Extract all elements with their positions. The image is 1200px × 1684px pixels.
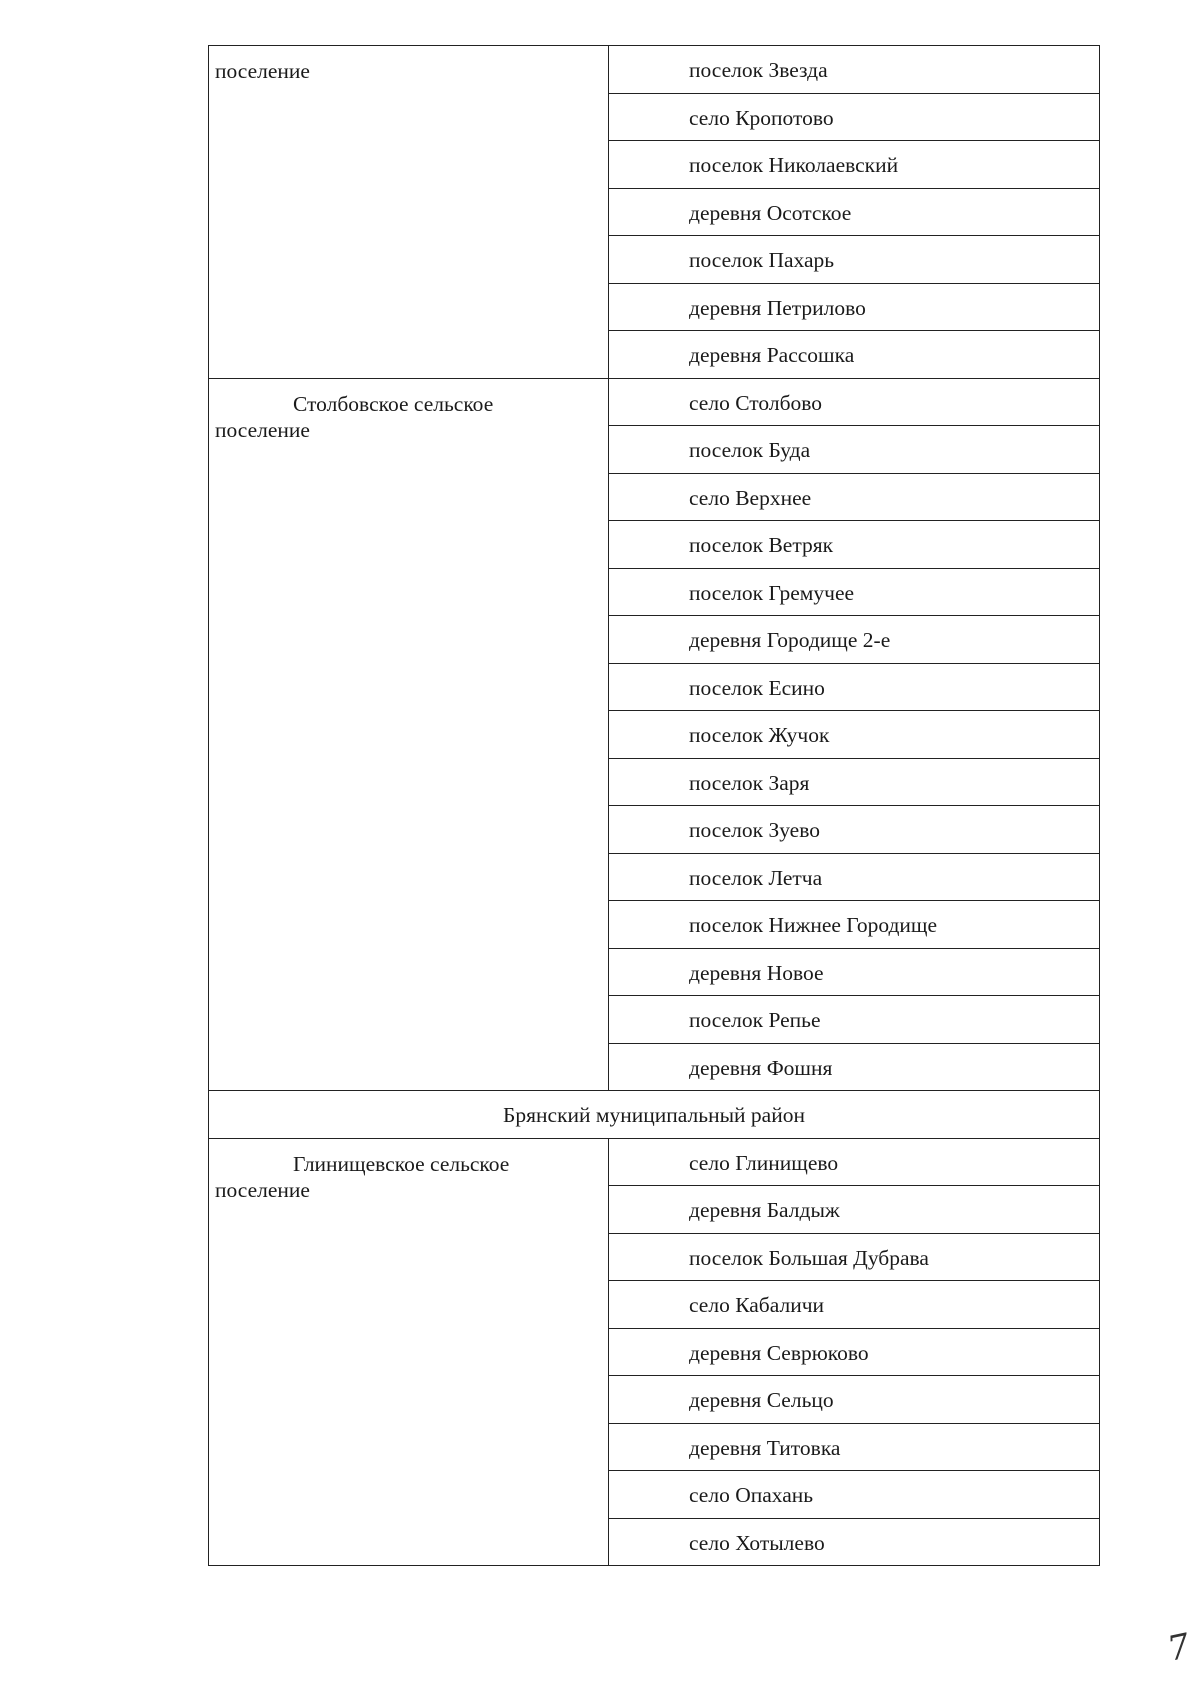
settlement-name: село Кропотово [609,93,1100,141]
table-row [209,46,1100,94]
settlement-name: село Кабаличи [609,1281,1100,1329]
municipality-name-continued: поселение [215,417,310,442]
settlement-name: деревня Петрилово [609,283,1100,331]
municipality-cell [209,1138,609,1566]
district-header: Брянский муниципальный район [209,1091,1100,1139]
settlement-name: деревня Фошня [609,1043,1100,1091]
settlement-name: поселок Николаевский [609,141,1100,189]
settlement-name: деревня Титовка [609,1423,1100,1471]
settlements-table [208,45,1100,1566]
settlement-name: поселок Есино [609,663,1100,711]
settlement-name: поселок Заря [609,758,1100,806]
settlement-name: деревня Балдыж [609,1186,1100,1234]
municipality-cell [209,46,609,379]
municipality-cell [209,378,609,1091]
page-number: 7 [1164,1626,1194,1670]
settlement-name: поселок Пахарь [609,236,1100,284]
settlement-name: село Хотылево [609,1518,1100,1566]
settlement-name: поселок Ветряк [609,521,1100,569]
settlement-name: поселок Жучок [609,711,1100,759]
settlement-name: деревня Севрюково [609,1328,1100,1376]
settlement-name: деревня Осотское [609,188,1100,236]
table-row [209,378,1100,426]
settlement-name: село Столбово [609,378,1100,426]
settlement-name: поселок Нижнее Городище [609,901,1100,949]
settlement-name: поселок Зуево [609,806,1100,854]
settlement-name: поселок Буда [609,426,1100,474]
settlement-name: деревня Городище 2-е [609,616,1100,664]
settlement-name: деревня Сельцо [609,1376,1100,1424]
municipality-name: Глинищевское сельское [293,1151,510,1176]
settlement-name: поселок Гремучее [609,568,1100,616]
municipality-name-continued: поселение [215,59,310,83]
settlement-name: поселок Звезда [609,46,1100,94]
settlement-name: деревня Рассошка [609,331,1100,379]
settlement-name: село Верхнее [609,473,1100,521]
settlement-name: поселок Репье [609,996,1100,1044]
district-header-row [209,1091,1100,1139]
settlement-name: село Опахань [609,1471,1100,1519]
table-row [209,1138,1100,1186]
settlement-name: село Глинищево [609,1138,1100,1186]
settlement-name: поселок Большая Дубрава [609,1233,1100,1281]
municipality-name-continued: поселение [215,1177,310,1202]
settlements-table-body [209,46,1100,1566]
settlement-name: поселок Летча [609,853,1100,901]
municipality-name: Столбовское сельское [293,391,494,416]
settlement-name: деревня Новое [609,948,1100,996]
